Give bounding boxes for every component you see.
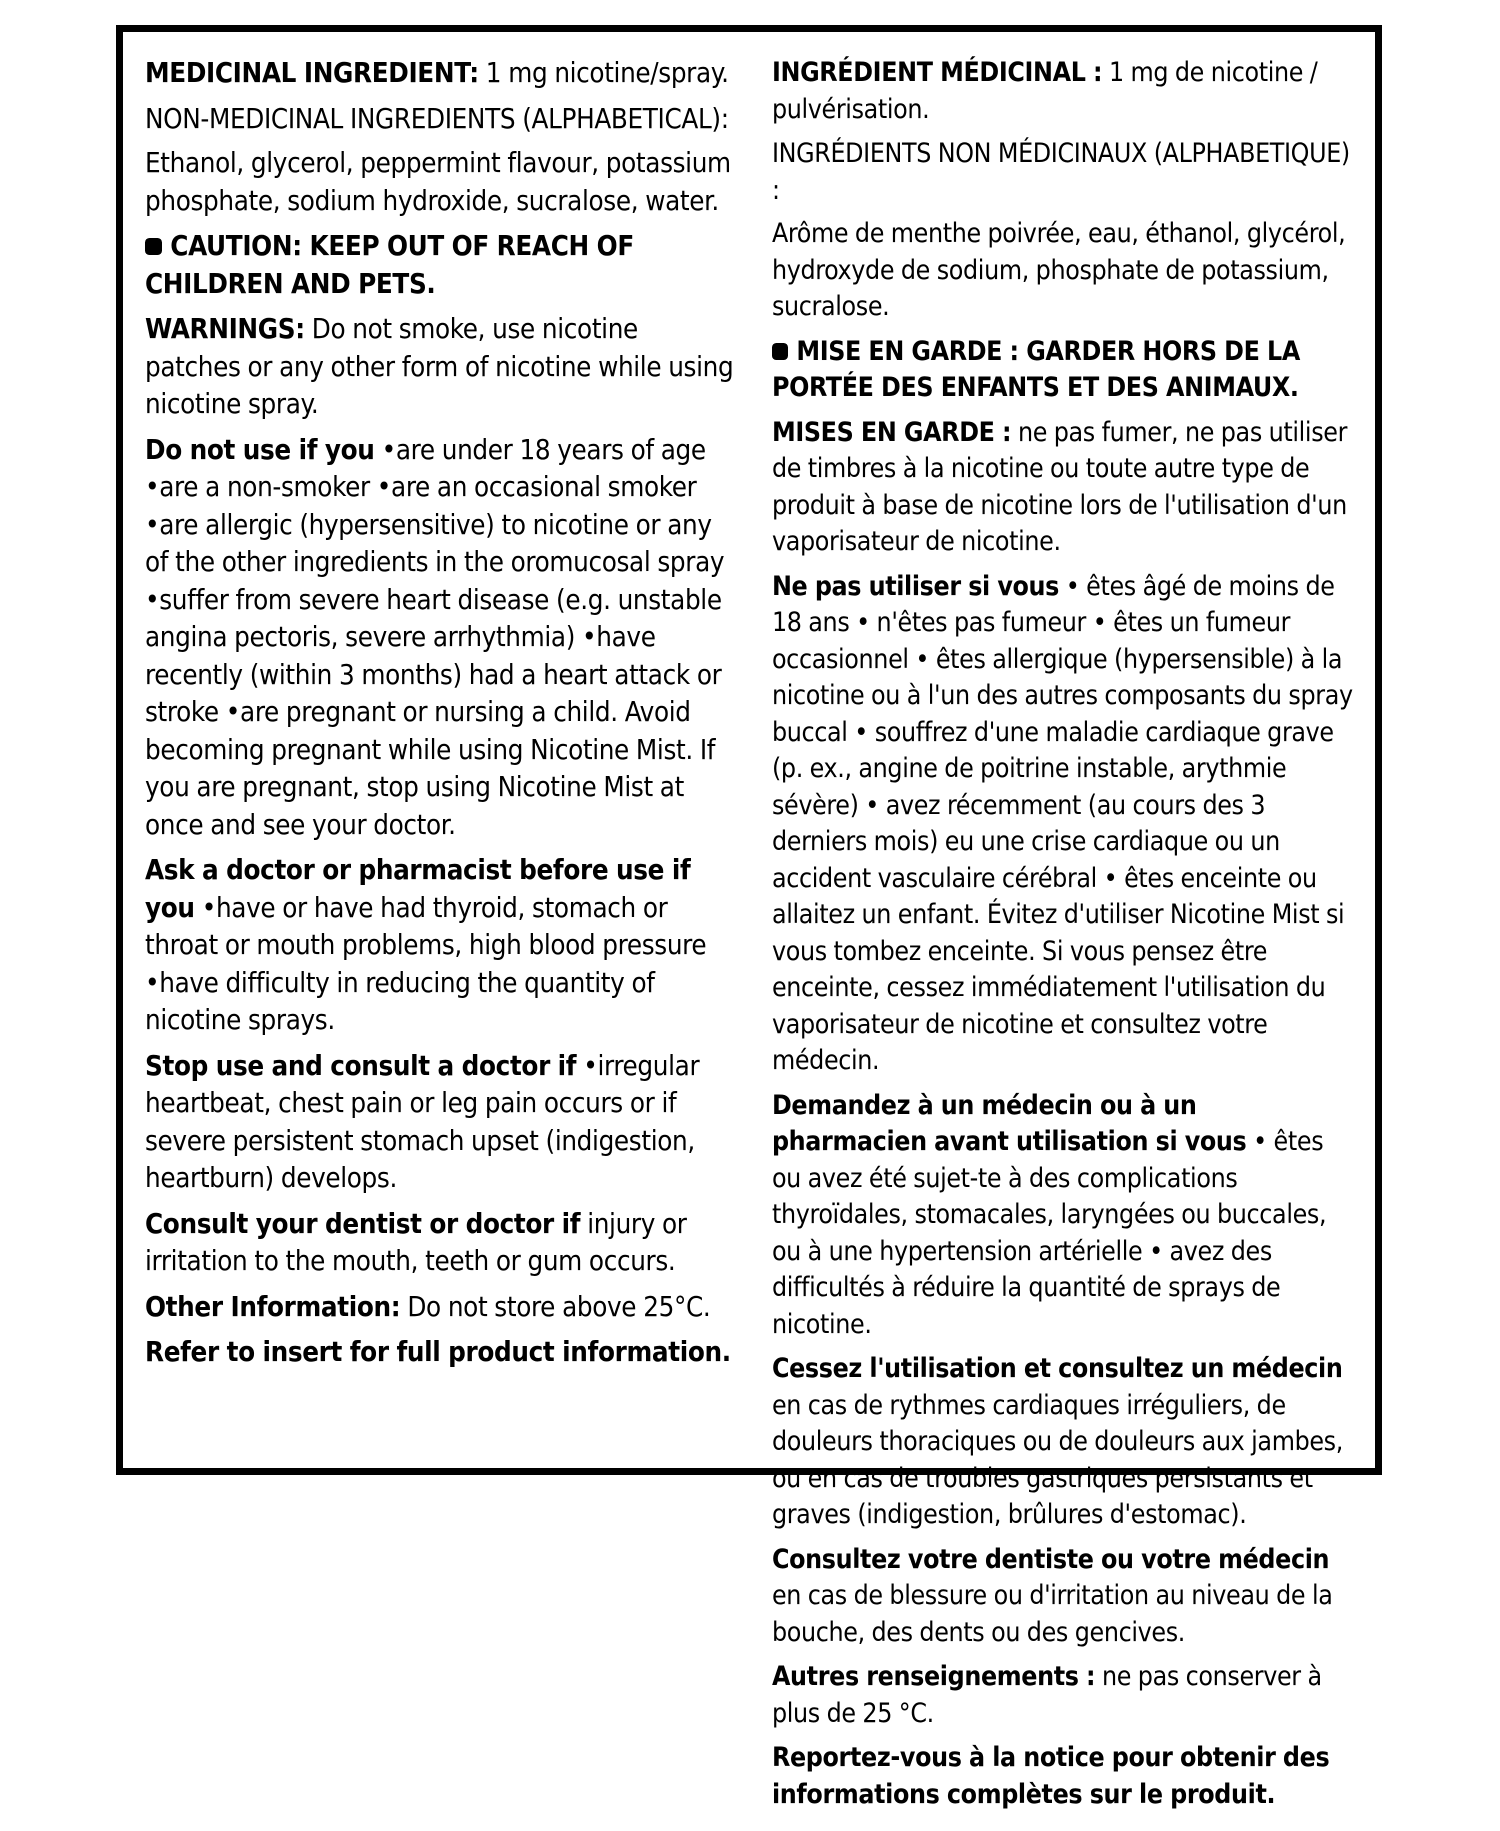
warnings-body-fr: ne pas fumer, ne pas utiliser de timbres à la nicotine ou toute autre type de produit à base de nicotine lors de l'utilisation d'un vaporisateur de nicotine. (771, 416, 1348, 557)
warnings-paragraph-fr (772, 415, 1357, 561)
stop-use-heading: Stop use and consult a doctor if (145, 1049, 577, 1082)
caution-bullet-icon-fr (772, 343, 788, 359)
other-information-heading: Other Information: (145, 1290, 401, 1323)
ask-doctor-body: •have or have had thyroid, stomach or throat or mouth problems, high blood pressure •have difficulty in reducing the quantity of nicotine sprays. (145, 891, 707, 1036)
consult-dentist-heading-fr: Consultez votre dentiste ou votre médecin (771, 1543, 1330, 1575)
bilingual-columns (123, 32, 1375, 1810)
do-not-use-paragraph-fr (772, 569, 1357, 1080)
medicinal-ingredient-body-fr: 1 mg de nicotine / pulvérisation. (771, 57, 1318, 125)
warnings-heading: WARNINGS: (145, 313, 305, 345)
other-information-heading-fr: Autres renseignements : (771, 1661, 1096, 1692)
medicinal-ingredient-paragraph-fr (772, 55, 1357, 128)
refer-to-insert-text-fr: Reportez-vous à la notice pour obtenir des informations complètes sur le produit. (771, 1742, 1330, 1810)
do-not-use-heading-fr: Ne pas utiliser si vous (771, 570, 1060, 602)
consult-dentist-body: injury or irritation to the mouth, teeth or gum occurs. (145, 1207, 687, 1277)
stop-use-heading-fr: Cessez l'utilisation et consultez un médecin (771, 1353, 1343, 1384)
medicinal-ingredient-heading: MEDICINAL INGREDIENT: (145, 57, 479, 89)
stop-use-body-fr: en cas de rythmes cardiaques irréguliers, de douleurs thoraciques ou de douleurs aux jambes, ou en cas de troubles gastriques persistants et graves (indigestion, brûlures d'estomac). (771, 1389, 1343, 1530)
other-information-paragraph-fr (772, 1659, 1357, 1732)
consult-dentist-heading: Consult your dentist or doctor if (145, 1207, 581, 1240)
refer-to-insert-text: Refer to insert for full product information. (145, 1336, 731, 1368)
other-information-body: Do not store above 25°C. (400, 1290, 711, 1323)
do-not-use-body-fr: • êtes âgé de moins de 18 ans • n'êtes pas fumeur • êtes un fumeur occasionnel • êtes allergique (hypersensible) à la nicotine ou à l'un des autres composants du spray buccal • souffrez d'une maladie cardiaque grave (p. ex., angine de poitrine instable, arythmie sévère) • avez récemment (au cours des 3 derniers mois) eu une crise cardiaque ou un accident vasculaire cérébral • êtes enceinte ou allaitez un enfant. Évitez d'utiliser Nicotine Mist si vous tombez enceinte. Si vous pensez être enceinte, cessez immédiatement l'utilisation du vaporisateur de nicotine et consultez votre médecin. (771, 570, 1353, 1076)
warnings-body: Do not smoke, use nicotine patches or any other form of nicotine while using nicotine spray. (145, 313, 734, 420)
do-not-use-body: •are under 18 years of age •are a non-smoker •are an occasional smoker •are allergic (hypersensitive) to nicotine or any of the other ingredients in the oromucosal spray •suffer from severe heart disease (e.g. unstable angina pectoris, severe arrhythmia) •have recently (within 3 months) had a heart attack or stroke •are pregnant or nursing a child. Avoid becoming pregnant while using Nicotine Mist. If you are pregnant, stop using Nicotine Mist at once and see your doctor. (145, 433, 725, 841)
caution-heading-fr: MISE EN GARDE : GARDER HORS DE LA PORTÉE DES ENFANTS ET DES ANIMAUX. (771, 335, 1300, 403)
french-column (750, 32, 1375, 1831)
non-medicinal-ingredients-heading-fr: INGRÉDIENTS NON MÉDICINAUX (ALPHABETIQUE) : (771, 138, 1350, 206)
caution-heading: CAUTION: KEEP OUT OF REACH OF CHILDREN AND PETS. (145, 230, 634, 300)
consult-dentist-paragraph-fr (772, 1542, 1357, 1652)
stop-use-paragraph-fr (772, 1351, 1357, 1534)
ask-doctor-paragraph-fr (772, 1088, 1357, 1344)
stop-use-body: •irregular heartbeat, chest pain or leg pain occurs or if severe persistent stomach upset (indigestion, heartburn) develops. (145, 1049, 700, 1194)
medicinal-ingredient-body: 1 mg nicotine/spray. (478, 57, 729, 89)
product-label-panel (116, 25, 1382, 1810)
english-column (123, 32, 750, 1390)
consult-dentist-body-fr: en cas de blessure ou d'irritation au niveau de la bouche, des dents ou des gencives. (771, 1580, 1333, 1648)
ask-doctor-body-fr: • êtes ou avez été sujet-te à des complications thyroïdales, stomacales, laryngées ou buccales, ou à une hypertension artérielle • avez des difficultés à réduire la quantité de sprays de nicotine. (771, 1126, 1327, 1340)
non-medicinal-ingredients-body-fr: Arôme de menthe poivrée, eau, éthanol, glycérol, hydroxyde de sodium, phosphate de potassium, sucralose. (771, 218, 1346, 322)
non-medicinal-ingredients-heading: NON-MEDICINAL INGREDIENTS (ALPHABETICAL): (145, 102, 729, 135)
caution-paragraph-fr (772, 334, 1357, 407)
other-information-paragraph (145, 1289, 738, 1327)
ask-doctor-heading-fr: Demandez à un médecin ou à un pharmacien avant utilisation si vous (771, 1089, 1247, 1157)
stop-use-paragraph (145, 1048, 738, 1198)
caution-paragraph (145, 228, 738, 303)
do-not-use-heading: Do not use if you (145, 433, 375, 466)
do-not-use-paragraph (145, 432, 738, 845)
consult-dentist-paragraph (145, 1206, 738, 1281)
medicinal-ingredient-paragraph (145, 55, 738, 93)
other-information-body-fr: ne pas conserver à plus de 25 °C. (771, 1661, 1322, 1729)
non-medicinal-ingredients-body: Ethanol, glycerol, peppermint flavour, potassium phosphate, sodium hydroxide, sucralose, water. (145, 147, 731, 217)
caution-bullet-icon (145, 238, 162, 255)
warnings-paragraph (145, 311, 738, 424)
ask-doctor-heading: Ask a doctor or pharmacist before use if you (145, 854, 691, 924)
medicinal-ingredient-heading-fr: INGRÉDIENT MÉDICINAL : (771, 57, 1103, 88)
ask-doctor-paragraph (145, 852, 738, 1040)
warnings-heading-fr: MISES EN GARDE : (771, 416, 1012, 448)
